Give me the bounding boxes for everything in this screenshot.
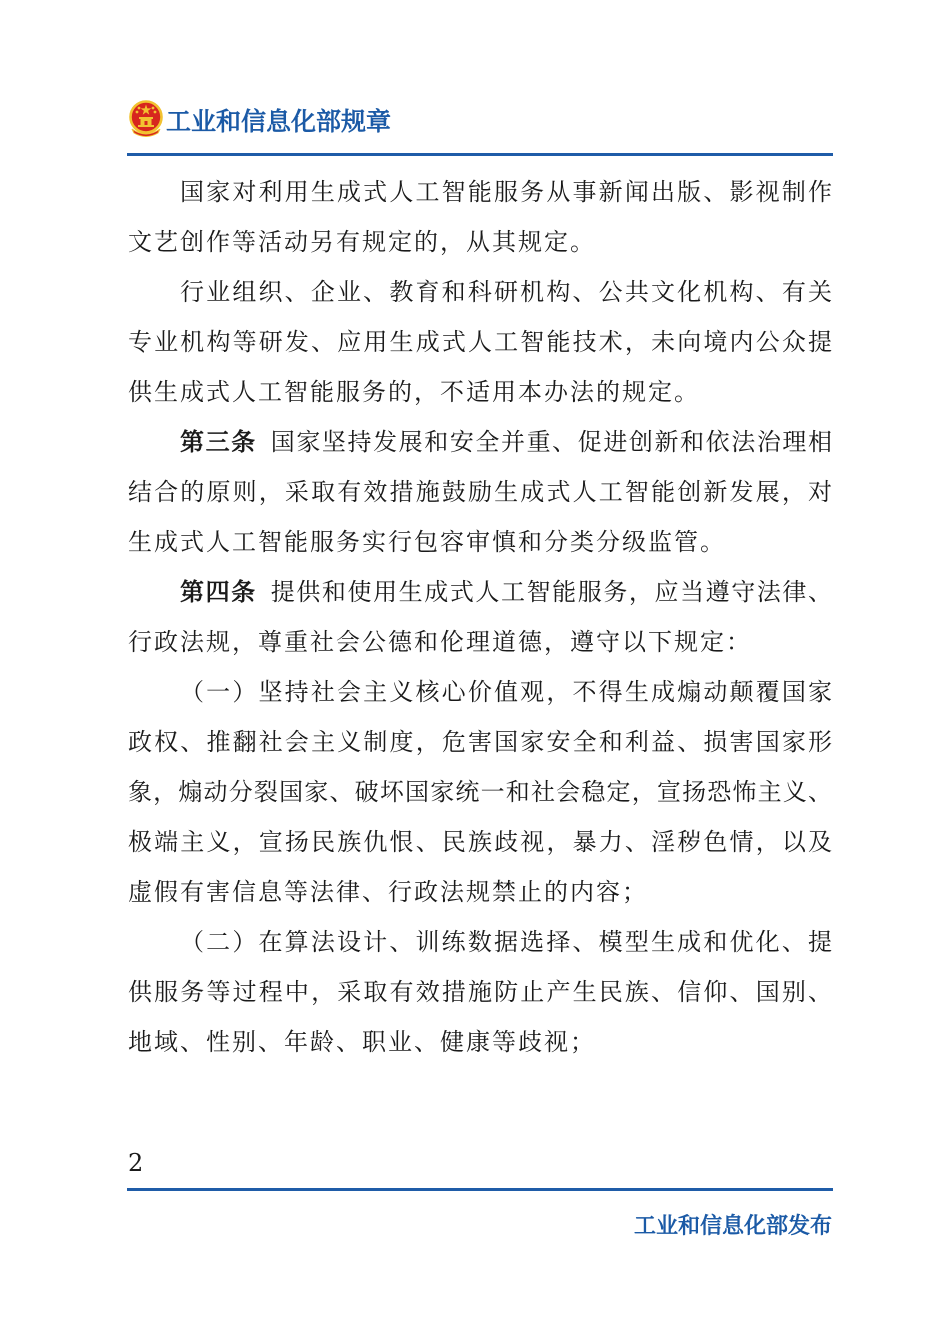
body-line: （二）在算法设计、训练数据选择、模型生成和优化、提 bbox=[180, 928, 832, 956]
body-line bbox=[180, 567, 832, 617]
page-number: 2 bbox=[128, 1149, 144, 1177]
body-line: 专业机构等研发、应用生成式人工智能技术，未向境内公众提 bbox=[128, 328, 832, 356]
body-line: 象，煽动分裂国家、破坏国家统一和社会稳定，宣扬恐怖主义、 bbox=[128, 778, 832, 806]
footer-divider bbox=[127, 1188, 833, 1191]
body-line: （一）坚持社会主义核心价值观，不得生成煽动颠覆国家 bbox=[180, 678, 832, 706]
article-number: 第四条 bbox=[180, 578, 257, 606]
body-line: 行业组织、企业、教育和科研机构、公共文化机构、有关 bbox=[180, 278, 832, 306]
body-line: 文艺创作等活动另有规定的，从其规定。 bbox=[128, 228, 596, 256]
body-line: 极端主义，宣扬民族仇恨、民族歧视，暴力、淫秽色情，以及 bbox=[128, 828, 832, 856]
body-line: 生成式人工智能服务实行包容审慎和分类分级监管。 bbox=[128, 528, 726, 556]
body-line: 供服务等过程中，采取有效措施防止产生民族、信仰、国别、 bbox=[128, 978, 832, 1006]
body-line: 虚假有害信息等法律、行政法规禁止的内容； bbox=[128, 878, 648, 906]
body-line: 政权、推翻社会主义制度，危害国家安全和利益、损害国家形 bbox=[128, 728, 832, 756]
article-number: 第三条 bbox=[180, 428, 257, 456]
article-text: 国家坚持发展和安全并重、促进创新和依法治理相 bbox=[270, 428, 832, 456]
body-line: 结合的原则，采取有效措施鼓励生成式人工智能创新发展，对 bbox=[128, 478, 832, 506]
article-text: 提供和使用生成式人工智能服务，应当遵守法律、 bbox=[270, 578, 832, 606]
body-line: 地域、性别、年龄、职业、健康等歧视； bbox=[128, 1028, 596, 1056]
body-line: 供生成式人工智能服务的，不适用本办法的规定。 bbox=[128, 378, 700, 406]
header-title: 工业和信息化部规章 bbox=[166, 107, 392, 136]
body-line: 国家对利用生成式人工智能服务从事新闻出版、影视制作 bbox=[180, 178, 832, 206]
body-line bbox=[180, 417, 832, 467]
national-emblem-icon bbox=[128, 99, 164, 137]
footer-publisher: 工业和信息化部发布 bbox=[633, 1214, 832, 1239]
body-line: 行政法规，尊重社会公德和伦理道德，遵守以下规定： bbox=[128, 628, 752, 656]
header-divider bbox=[127, 153, 833, 156]
